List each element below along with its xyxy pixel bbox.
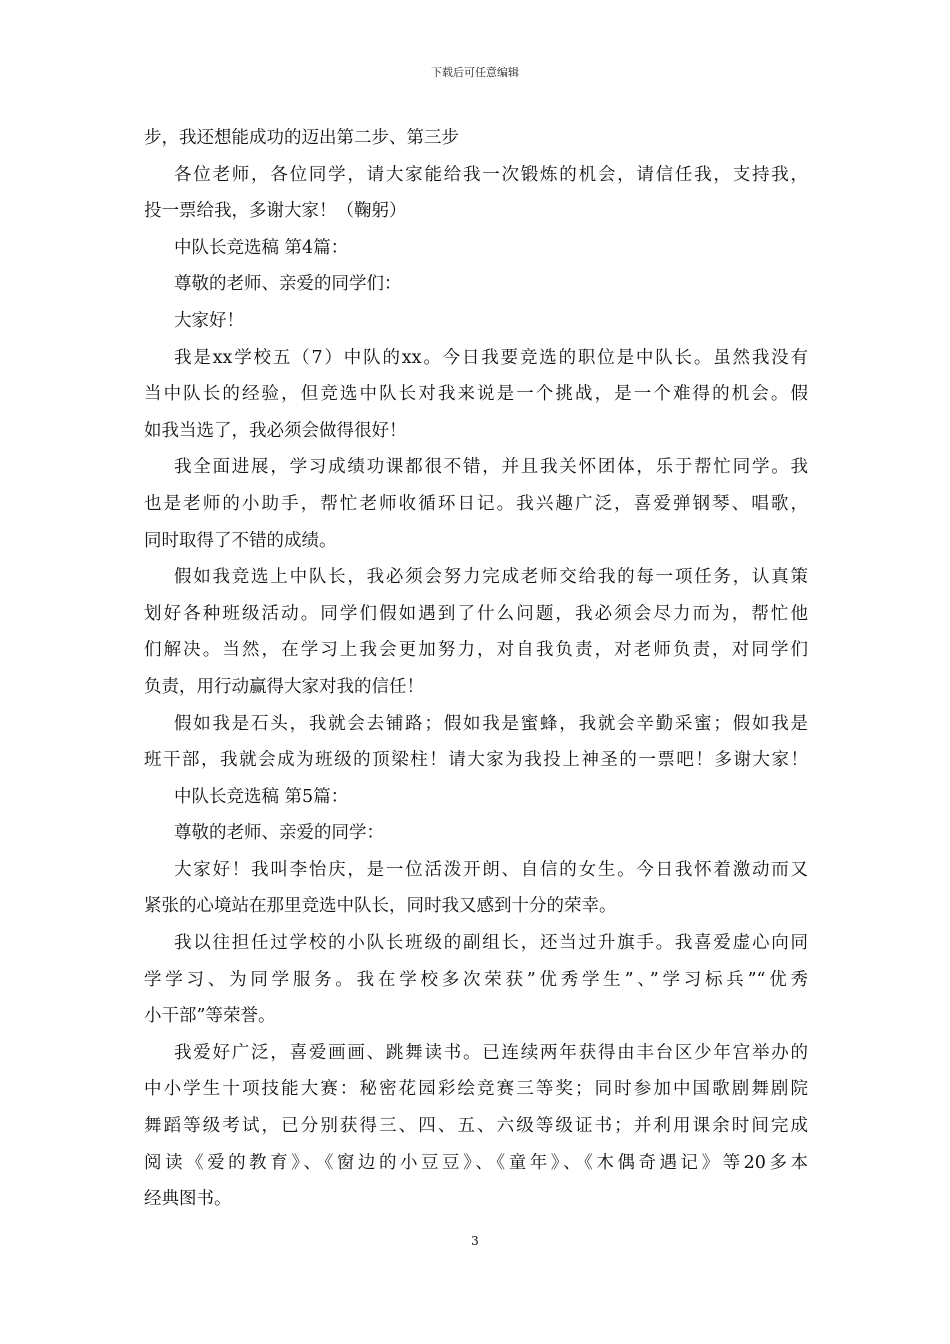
text-line: 班干部，我就会成为班级的顶梁柱！请大家为我投上神圣的一票吧！多谢大家！ bbox=[144, 750, 808, 771]
text-line: 各位老师，各位同学，请大家能给我一次锻炼的机会，请信任我，支持我， bbox=[174, 164, 808, 185]
text-line: 投一票给我，多谢大家！（鞠躬） bbox=[144, 201, 407, 222]
page-header: 下载后可任意编辑 bbox=[431, 66, 519, 79]
text-line: 小干部”等荣誉。 bbox=[144, 1006, 276, 1027]
text-line: 中小学生十项技能大赛：秘密花园彩绘竞赛三等奖；同时参加中国歌剧舞剧院 bbox=[144, 1079, 808, 1100]
text-line: 我以往担任过学校的小队长班级的副组长，还当过升旗手。我喜爱虚心向同 bbox=[174, 933, 808, 954]
text-line: 也是老师的小助手，帮忙老师收循环日记。我兴趣广泛，喜爱弹钢琴、唱歌， bbox=[144, 493, 808, 514]
text-line: 尊敬的老师、亲爱的同学们： bbox=[174, 274, 402, 295]
text-line: 我爱好广泛，喜爱画画、跳舞读书。已连续两年获得由丰台区少年宫举办的 bbox=[174, 1042, 808, 1063]
text-line: 划好各种班级活动。同学们假如遇到了什么问题，我必须会尽力而为，帮忙他 bbox=[144, 603, 808, 624]
document-body bbox=[144, 120, 808, 1218]
text-line: 假如我竞选上中队长，我必须会努力完成老师交给我的每一项任务，认真策 bbox=[174, 567, 808, 588]
text-line: 如我当选了，我必须会做得很好！ bbox=[144, 420, 407, 441]
text-line: 紧张的心境站在那里竞选中队长，同时我又感到十分的荣幸。 bbox=[144, 896, 617, 917]
text-line: 中队长竞选稿 第5篇： bbox=[174, 786, 349, 807]
text-line: 步，我还想能成功的迈出第二步、第三步 bbox=[144, 128, 459, 148]
text-line: 假如我是石头，我就会去铺路；假如我是蜜蜂，我就会辛勤采蜜；假如我是 bbox=[174, 713, 808, 734]
text-line: 尊敬的老师、亲爱的同学： bbox=[174, 823, 384, 844]
text-line: 们解决。当然，在学习上我会更加努力，对自我负责，对老师负责，对同学们 bbox=[144, 640, 808, 661]
text-line: 经典图书。 bbox=[144, 1189, 232, 1210]
text-line: 同时取得了不错的成绩。 bbox=[144, 530, 337, 551]
text-line: 学学习、为同学服务。我在学校多次荣获”优秀学生”、”学习标兵”“优秀 bbox=[144, 969, 808, 990]
text-line: 中队长竞选稿 第4篇： bbox=[174, 237, 349, 258]
text-line: 我是xx学校五（7）中队的xx。今日我要竞选的职位是中队长。虽然我没有 bbox=[174, 347, 808, 368]
text-line: 负责，用行动赢得大家对我的信任！ bbox=[144, 676, 424, 697]
text-line: 阅读《爱的教育》、《窗边的小豆豆》、《童年》、《木偶奇遇记》等20多本 bbox=[144, 1152, 808, 1173]
text-line: 大家好！ bbox=[174, 310, 244, 331]
text-line: 我全面进展，学习成绩功课都很不错，并且我关怀团体，乐于帮忙同学。我 bbox=[174, 457, 808, 478]
text-line: 当中队长的经验，但竞选中队长对我来说是一个挑战，是一个难得的机会。假 bbox=[144, 384, 808, 405]
text-line: 大家好！我叫李怡庆，是一位活泼开朗、自信的女生。今日我怀着激动而又 bbox=[174, 859, 808, 880]
text-line: 舞蹈等级考试，已分别获得三、四、五、六级等级证书；并利用课余时间完成 bbox=[144, 1116, 808, 1137]
page-number: 3 bbox=[471, 1234, 479, 1248]
